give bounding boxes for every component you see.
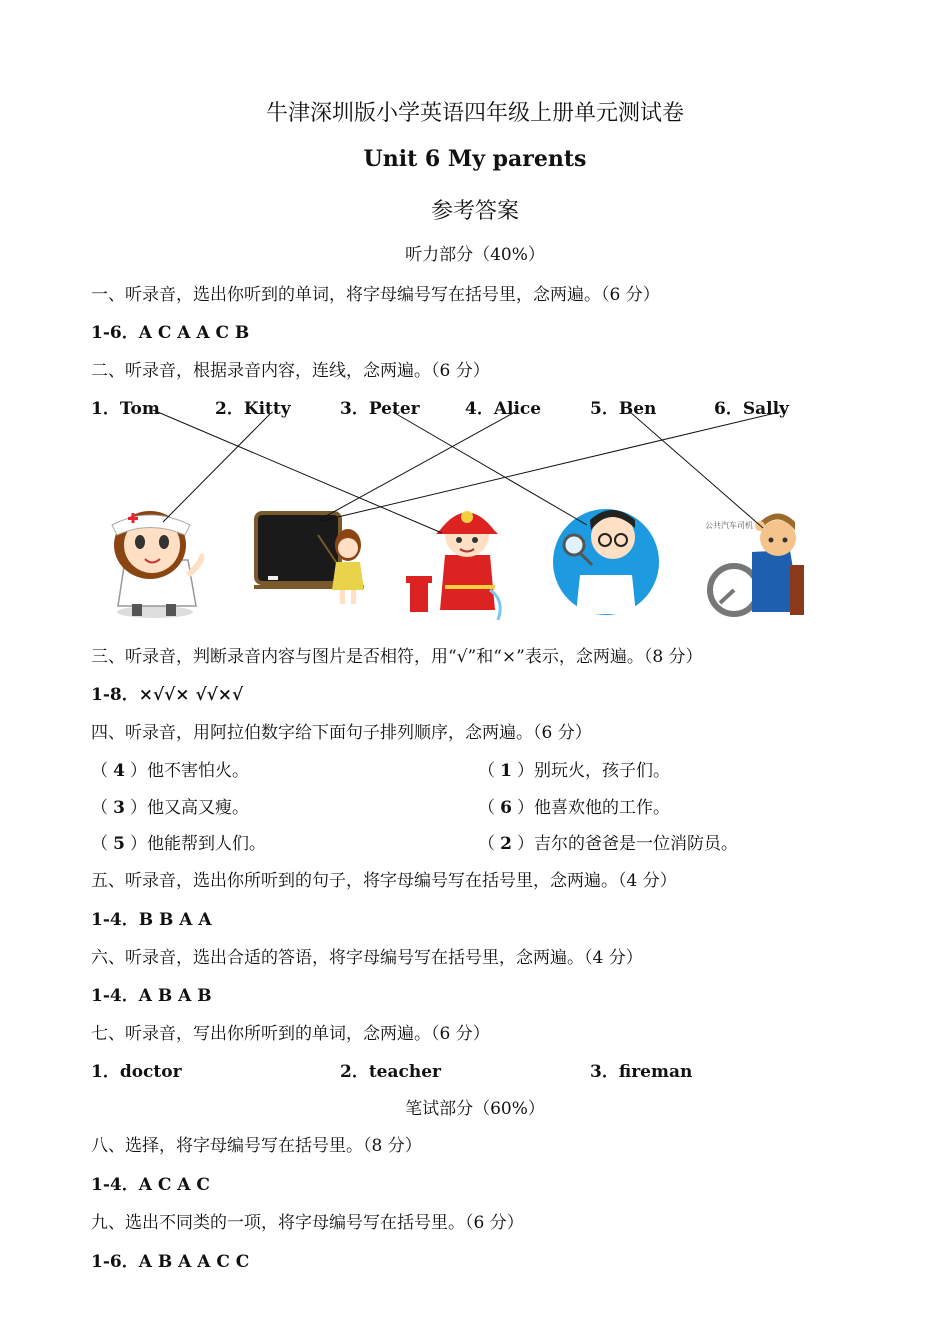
answer-key-subtitle: 参考答案 — [430, 199, 519, 224]
bus-driver-picture — [705, 514, 804, 616]
listening-section-heading: 听力部分（40%） — [405, 245, 545, 265]
page-title-en: Unit 6 My parents — [363, 146, 587, 172]
q9-prompt: 九、选出不同类的一项，将字母编号写在括号里。（6 分） — [91, 1213, 524, 1233]
q4-sentence: 他又高又瘦。 — [147, 798, 249, 818]
q4-row: （ 1 ）别玩火，孩子们。 — [478, 761, 670, 781]
q4-sentence: 他能帮到人们。 — [147, 834, 266, 854]
q7-word-teacher: 2．teacher — [340, 1062, 441, 1082]
q2-name-sally: 6．Sally — [714, 399, 789, 419]
q4-order-number: 6 — [500, 798, 512, 818]
q2-name-tom: 1．Tom — [91, 399, 160, 419]
q6-answer: 1-4．A B A B — [91, 986, 212, 1006]
q4-order-number: 1 — [500, 761, 512, 781]
q3-prompt: 三、听录音，判断录音内容与图片是否相符，用“√”和“×”表示，念两遍。（8 分） — [91, 647, 703, 667]
q7-word-doctor: 1．doctor — [91, 1062, 182, 1082]
q2-prompt: 二、听录音，根据录音内容，连线，念两遍。（6 分） — [91, 361, 490, 381]
q4-sentence: 他喜欢他的工作。 — [534, 798, 670, 818]
q4-prompt: 四、听录音，用阿拉伯数字给下面句子排列顺序，念两遍。（6 分） — [91, 723, 592, 743]
fireman-picture — [406, 511, 500, 620]
q4-sentence: 他不害怕火。 — [147, 761, 249, 781]
q4-sentence: 吉尔的爸爸是一位消防员。 — [534, 834, 738, 854]
q1-prompt: 一、听录音，选出你听到的单词，将字母编号写在括号里，念两遍。（6 分） — [91, 285, 660, 305]
q4-row: （ 6 ）他喜欢他的工作。 — [478, 798, 670, 818]
q4-sentence: 别玩火，孩子们。 — [534, 761, 670, 781]
bus-driver-sign: 公共汽车司机 — [705, 521, 753, 530]
page-title-cn: 牛津深圳版小学英语四年级上册单元测试卷 — [265, 101, 684, 126]
teacher-blackboard-picture — [254, 513, 364, 604]
q4-row: （ 3 ）他又高又瘦。 — [91, 798, 249, 818]
q7-word-fireman: 3．fireman — [590, 1062, 693, 1082]
q7-prompt: 七、听录音，写出你所听到的单词，念两遍。（6 分） — [91, 1024, 490, 1044]
q2-matching-illustration — [0, 0, 950, 640]
q4-order-number: 2 — [500, 834, 512, 854]
q4-row: （ 4 ）他不害怕火。 — [91, 761, 249, 781]
writing-section-heading: 笔试部分（60%） — [405, 1099, 545, 1119]
q8-prompt: 八、选择，将字母编号写在括号里。（8 分） — [91, 1136, 422, 1156]
doctor-picture — [553, 509, 659, 615]
q9-answer: 1-6．A B A A C C — [91, 1252, 250, 1272]
q2-name-kitty: 2．Kitty — [215, 399, 291, 419]
q2-name-alice: 4．Alice — [465, 399, 542, 419]
q4-row: （ 2 ）吉尔的爸爸是一位消防员。 — [478, 834, 738, 854]
q4-order-number: 5 — [113, 834, 125, 854]
q4-order-number: 4 — [113, 761, 125, 781]
q1-answer: 1-6．A C A A C B — [91, 323, 250, 343]
q2-name-ben: 5．Ben — [590, 399, 657, 419]
q2-name-peter: 3．Peter — [340, 399, 420, 419]
q5-answer: 1-4．B B A A — [91, 910, 212, 930]
q4-order-number: 3 — [113, 798, 125, 818]
q6-prompt: 六、听录音，选出合适的答语，将字母编号写在括号里，念两遍。（4 分） — [91, 948, 643, 968]
q5-prompt: 五、听录音，选出你所听到的句子，将字母编号写在括号里，念两遍。（4 分） — [91, 871, 677, 891]
q4-row: （ 5 ）他能帮到人们。 — [91, 834, 266, 854]
q8-answer: 1-4．A C A C — [91, 1175, 210, 1195]
nurse-picture — [112, 511, 201, 618]
q3-answer: 1-8．×√√× √√×√ — [91, 685, 244, 705]
